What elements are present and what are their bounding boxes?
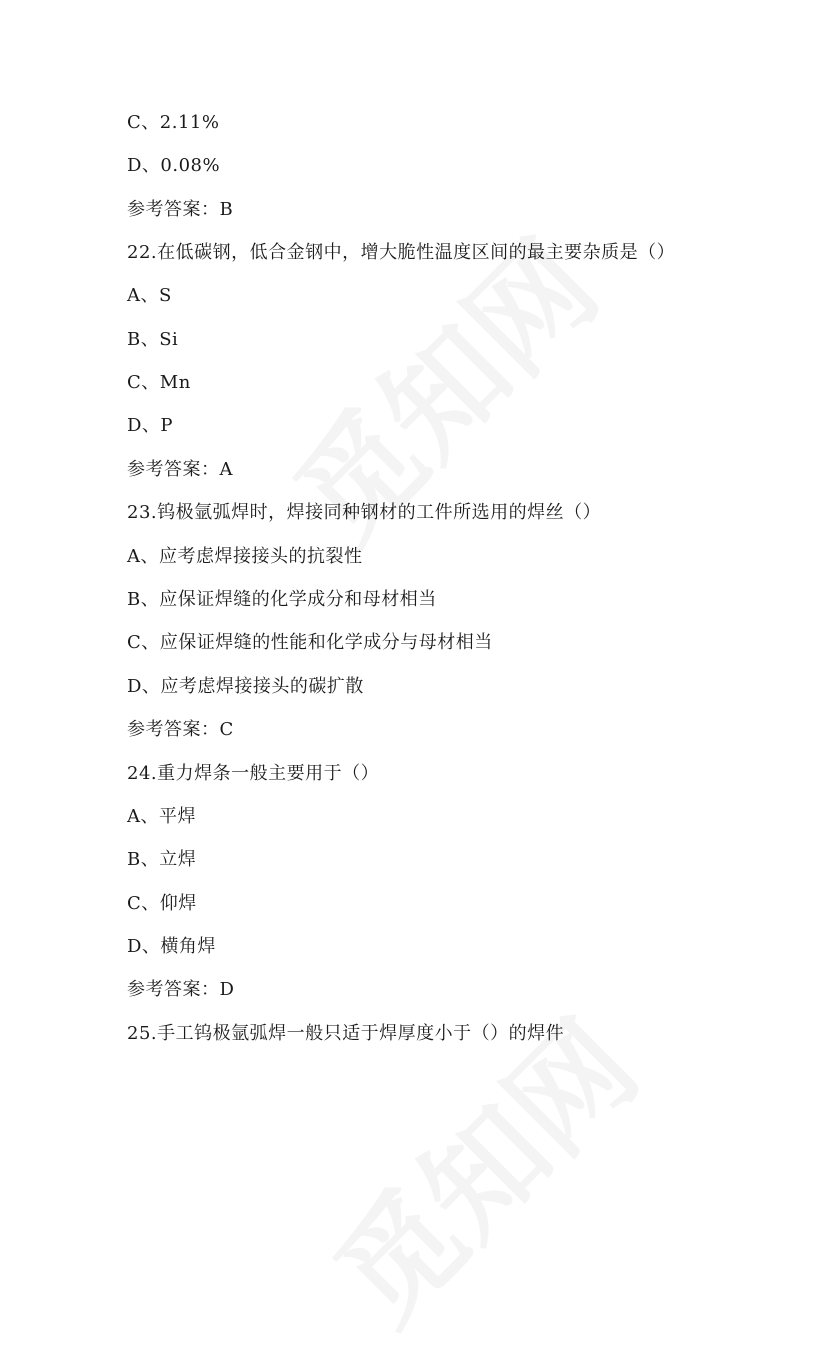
option-d-q24: D、横角焊: [127, 936, 216, 957]
option-c-q21: C、2.11%: [127, 112, 220, 133]
option-b-q24: B、立焊: [127, 849, 197, 870]
option-d-q23: D、应考虑焊接接头的碳扩散: [127, 676, 364, 697]
answer-q21: 参考答案：B: [127, 199, 234, 220]
option-b-q23: B、应保证焊缝的化学成分和母材相当: [127, 589, 437, 610]
option-a-q24: A、平焊: [127, 806, 196, 827]
answer-q22: 参考答案：A: [127, 459, 233, 480]
option-a-q23: A、应考虑焊接接头的抗裂性: [127, 546, 363, 567]
option-b-q22: B、Si: [127, 329, 179, 350]
option-d-q22: D、P: [127, 415, 174, 436]
option-c-q24: C、仰焊: [127, 893, 197, 914]
option-c-q23: C、应保证焊缝的性能和化学成分与母材相当: [127, 632, 493, 653]
answer-q24: 参考答案：D: [127, 979, 235, 1000]
question-25: 25.手工钨极氩弧焊一般只适于焊厚度小于（）的焊件: [127, 1023, 565, 1044]
option-d-q21: D、0.08%: [127, 155, 221, 176]
answer-q23: 参考答案：C: [127, 719, 234, 740]
option-a-q22: A、S: [127, 285, 172, 306]
option-c-q22: C、Mn: [127, 372, 191, 393]
question-24: 24.重力焊条一般主要用于（）: [127, 763, 380, 784]
question-22: 22.在低碳钢，低合金钢中，增大脆性温度区间的最主要杂质是（）: [127, 242, 676, 263]
question-23: 23.钨极氩弧焊时，焊接同种钢材的工件所选用的焊丝（）: [127, 502, 602, 523]
